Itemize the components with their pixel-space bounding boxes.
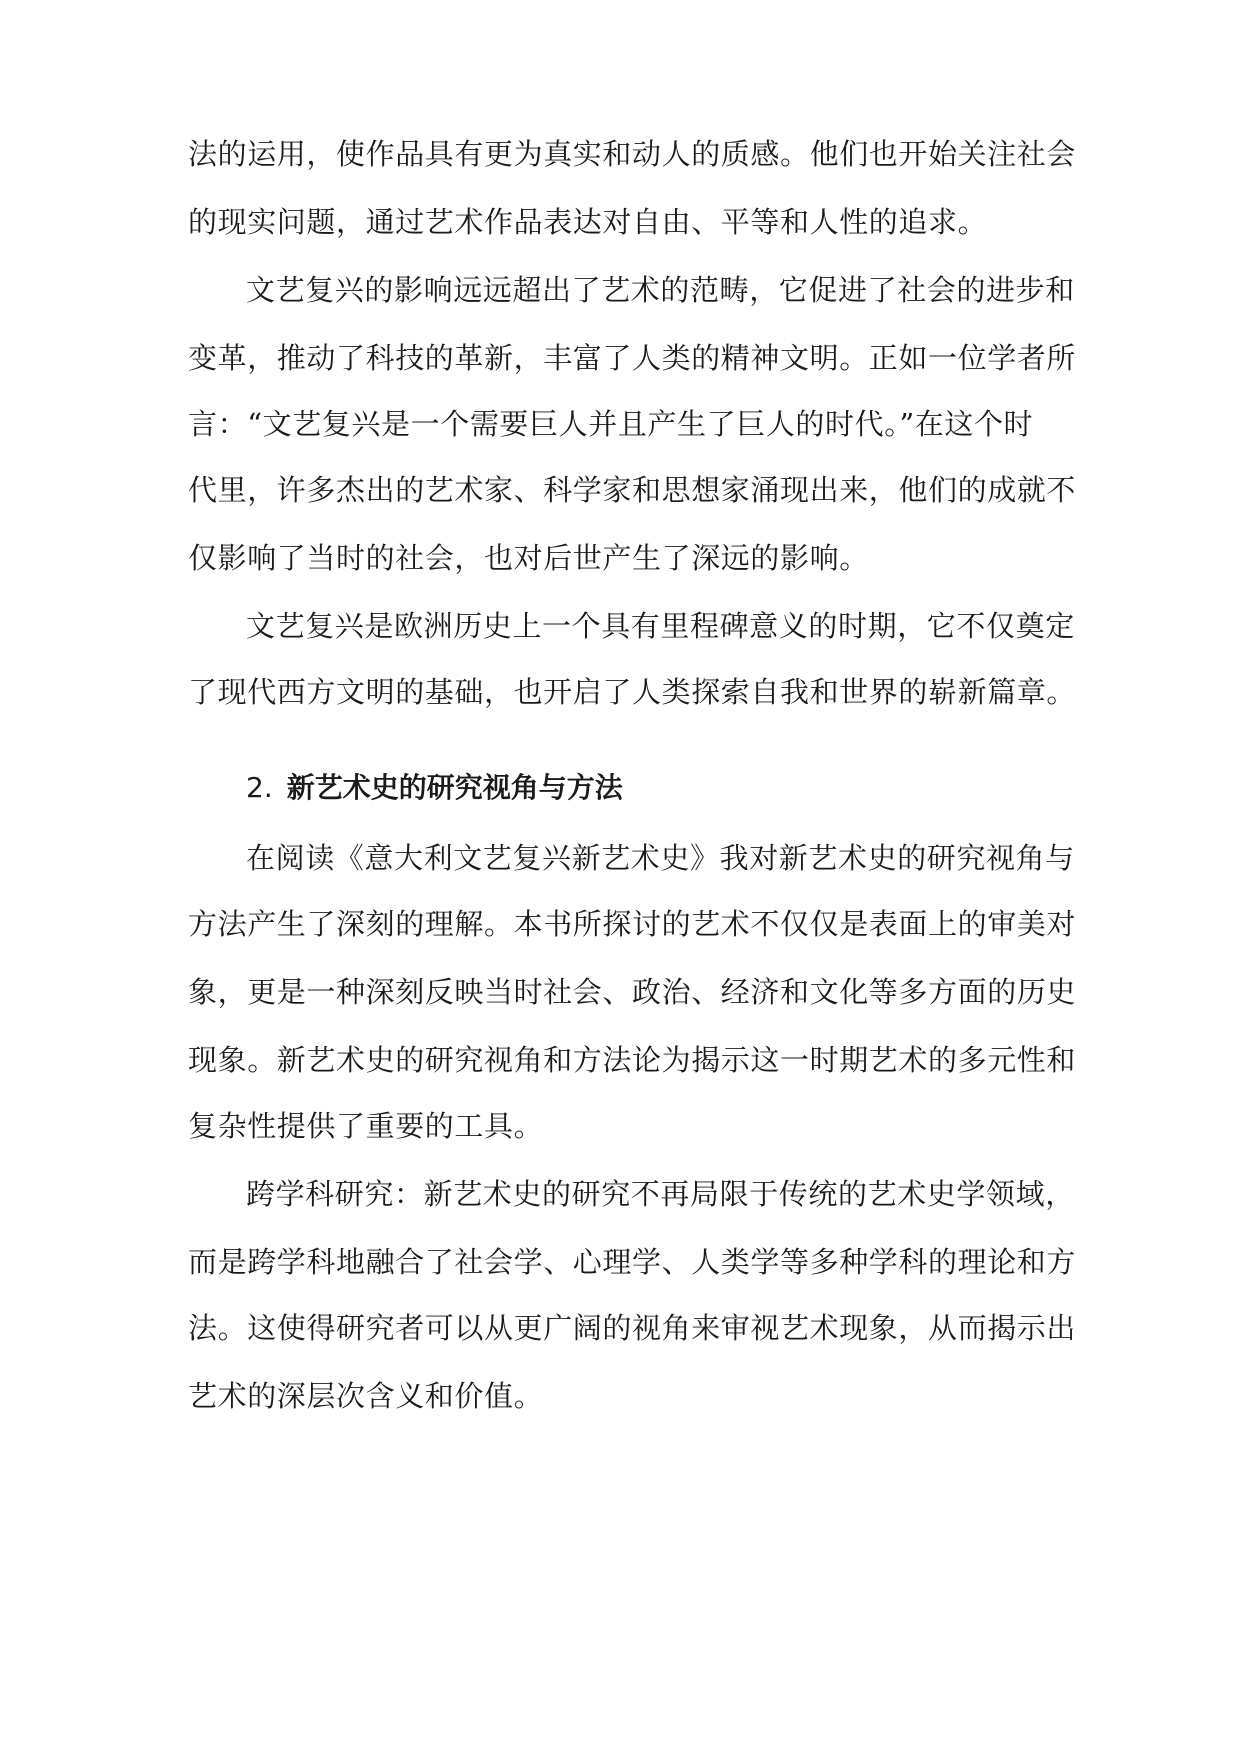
- paragraph-line: 艺术的深层次含义和价值。: [188, 1379, 544, 1413]
- section-number: 2.: [246, 771, 273, 804]
- section-title: 新艺术史的研究视角与方法: [286, 771, 623, 804]
- paragraph-line: 复杂性提供了重要的工具。: [188, 1109, 544, 1143]
- paragraph-line: 方法产生了深刻的理解。本书所探讨的艺术不仅仅是表面上的审美对: [188, 907, 1077, 941]
- paragraph-line: 言：“文艺复兴是一个需要巨人并且产生了巨人的时代。”在这个时: [188, 407, 1034, 441]
- paragraph-line: 法的运用，使作品具有更为真实和动人的质感。他们也开始关注社会: [188, 137, 1077, 171]
- paragraph-line: 仅影响了当时的社会，也对后世产生了深远的影响。: [188, 541, 869, 575]
- paragraph-line: 了现代西方文明的基础，也开启了人类探索自我和世界的崭新篇章。: [188, 675, 1077, 709]
- paragraph-line: 文艺复兴是欧洲历史上一个具有里程碑意义的时期，它不仅奠定: [246, 609, 1075, 643]
- paragraph-line: 变革，推动了科技的革新，丰富了人类的精神文明。正如一位学者所: [188, 341, 1077, 375]
- paragraph-line: 跨学科研究：新艺术史的研究不再局限于传统的艺术史学领域，: [246, 1177, 1075, 1211]
- paragraph-line: 象，更是一种深刻反映当时社会、政治、经济和文化等多方面的历史: [188, 975, 1077, 1009]
- paragraph-line: 现象。新艺术史的研究视角和方法论为揭示这一时期艺术的多元性和: [188, 1043, 1077, 1077]
- paragraph-line: 在阅读《意大利文艺复兴新艺术史》我对新艺术史的研究视角与: [246, 841, 1075, 875]
- paragraph-line: 的现实问题，通过艺术作品表达对自由、平等和人性的追求。: [188, 205, 988, 239]
- paragraph-line: 法。这使得研究者可以从更广阔的视角来审视艺术现象，从而揭示出: [188, 1311, 1077, 1345]
- section-heading: [246, 768, 1068, 808]
- paragraph-line: 代里，许多杰出的艺术家、科学家和思想家涌现出来，他们的成就不: [188, 473, 1077, 507]
- paragraph-line: 文艺复兴的影响远远超出了艺术的范畴，它促进了社会的进步和: [246, 273, 1075, 307]
- paragraph-line: 而是跨学科地融合了社会学、心理学、人类学等多种学科的理论和方: [188, 1245, 1077, 1279]
